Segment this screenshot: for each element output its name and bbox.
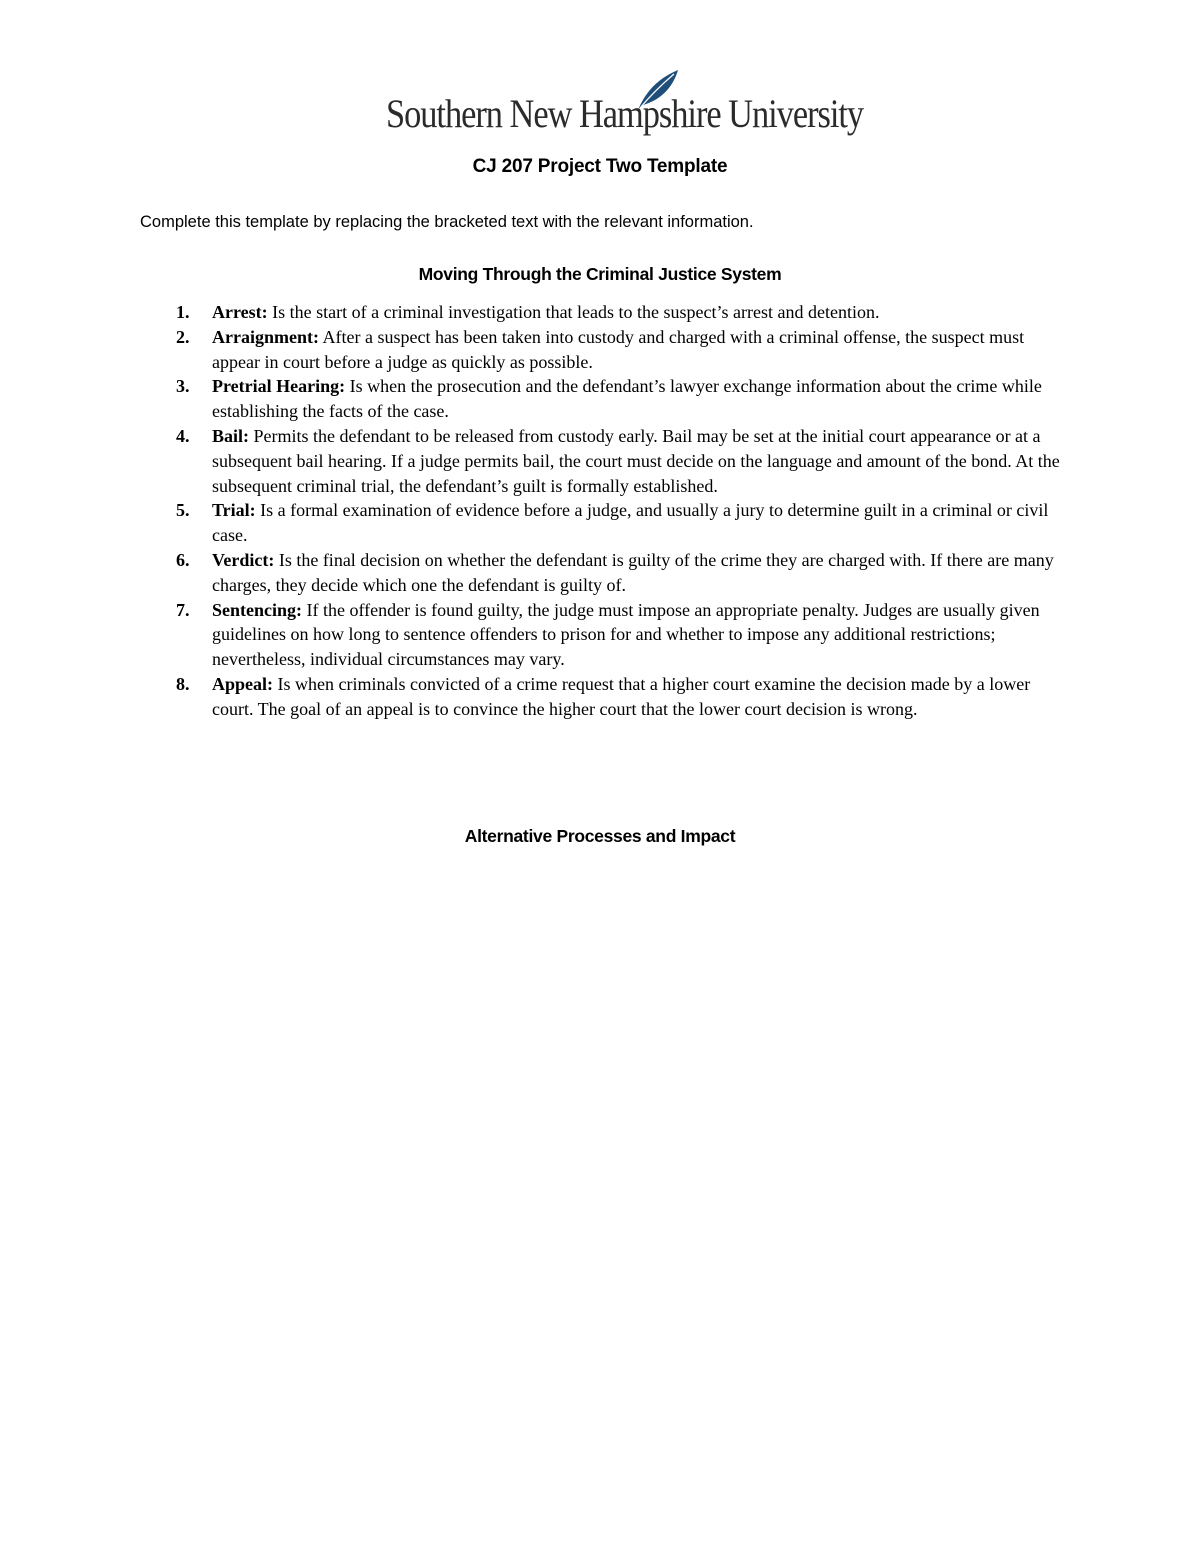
item-number: 6. xyxy=(176,549,190,570)
list-item xyxy=(170,424,1060,498)
item-term: Pretrial Hearing: xyxy=(212,376,346,397)
university-logo xyxy=(386,66,864,140)
item-text: If the offender is found guilty, the judge must impose an appropriate penalty. Judges are usually given guidelines on how long to sentence offenders to prison for and whether to impose any additional restrictions; nevertheless, individual circumstances may vary. xyxy=(212,599,1040,670)
item-text: Is the start of a criminal investigation that leads to the suspect’s arrest and detention. xyxy=(267,302,880,322)
item-number: 3. xyxy=(176,376,190,397)
list-item xyxy=(170,300,1060,325)
item-term: Bail: xyxy=(212,425,250,446)
item-term: Appeal: xyxy=(212,673,274,694)
item-number: 8. xyxy=(176,673,190,694)
list-item xyxy=(170,672,1060,722)
item-term: Verdict: xyxy=(212,549,275,570)
list-item xyxy=(170,325,1060,375)
item-number: 5. xyxy=(176,500,190,521)
list-item xyxy=(170,374,1060,424)
item-text: Is when the prosecution and the defendant’s lawyer exchange information about the crime while establishing the facts of the case. xyxy=(212,376,1042,422)
item-text: Is a formal examination of evidence before a judge, and usually a jury to determine guilt in a criminal or civil case. xyxy=(212,500,1049,546)
instructions: Complete this template by replacing the bracketed text with the relevant information. xyxy=(140,213,754,231)
item-text: Is the final decision on whether the defendant is guilty of the crime they are charged with. If there are many charges, they decide which one the defendant is guilty of. xyxy=(212,549,1054,595)
section-heading-moving: Moving Through the Criminal Justice System xyxy=(418,264,782,284)
item-text: Is when criminals convicted of a crime request that a higher court examine the decision made by a lower court. The goal of an appeal is to convince the higher court that the lower court decision is wrong. xyxy=(212,673,1031,719)
list-item xyxy=(170,498,1060,548)
list-item xyxy=(170,598,1060,672)
item-text: Permits the defendant to be released from custody early. Bail may be set at the initial court appearance or at a subsequent bail hearing. If a judge permits bail, the court must decide on the language and amount of the bond. At the subsequent criminal trial, the defendant’s guilt is formally established. xyxy=(212,425,1060,496)
process-steps-list xyxy=(170,300,1060,722)
item-term: Arrest: xyxy=(212,302,268,322)
item-term: Trial: xyxy=(212,500,256,521)
item-text: After a suspect has been taken into custody and charged with a criminal offense, the suspect must appear in court before a judge as quickly as possible. xyxy=(212,326,1025,372)
item-term: Sentencing: xyxy=(212,599,302,620)
logo-text: Southern New Hampshire University xyxy=(386,91,864,136)
item-number: 7. xyxy=(176,599,190,620)
item-term: Arraignment: xyxy=(212,326,319,347)
item-number: 1. xyxy=(176,302,190,322)
page-title: CJ 207 Project Two Template xyxy=(472,156,728,177)
item-number: 2. xyxy=(176,326,190,347)
item-number: 4. xyxy=(176,425,190,446)
list-item xyxy=(170,548,1060,598)
section-heading-alternative: Alternative Processes and Impact xyxy=(464,826,736,846)
